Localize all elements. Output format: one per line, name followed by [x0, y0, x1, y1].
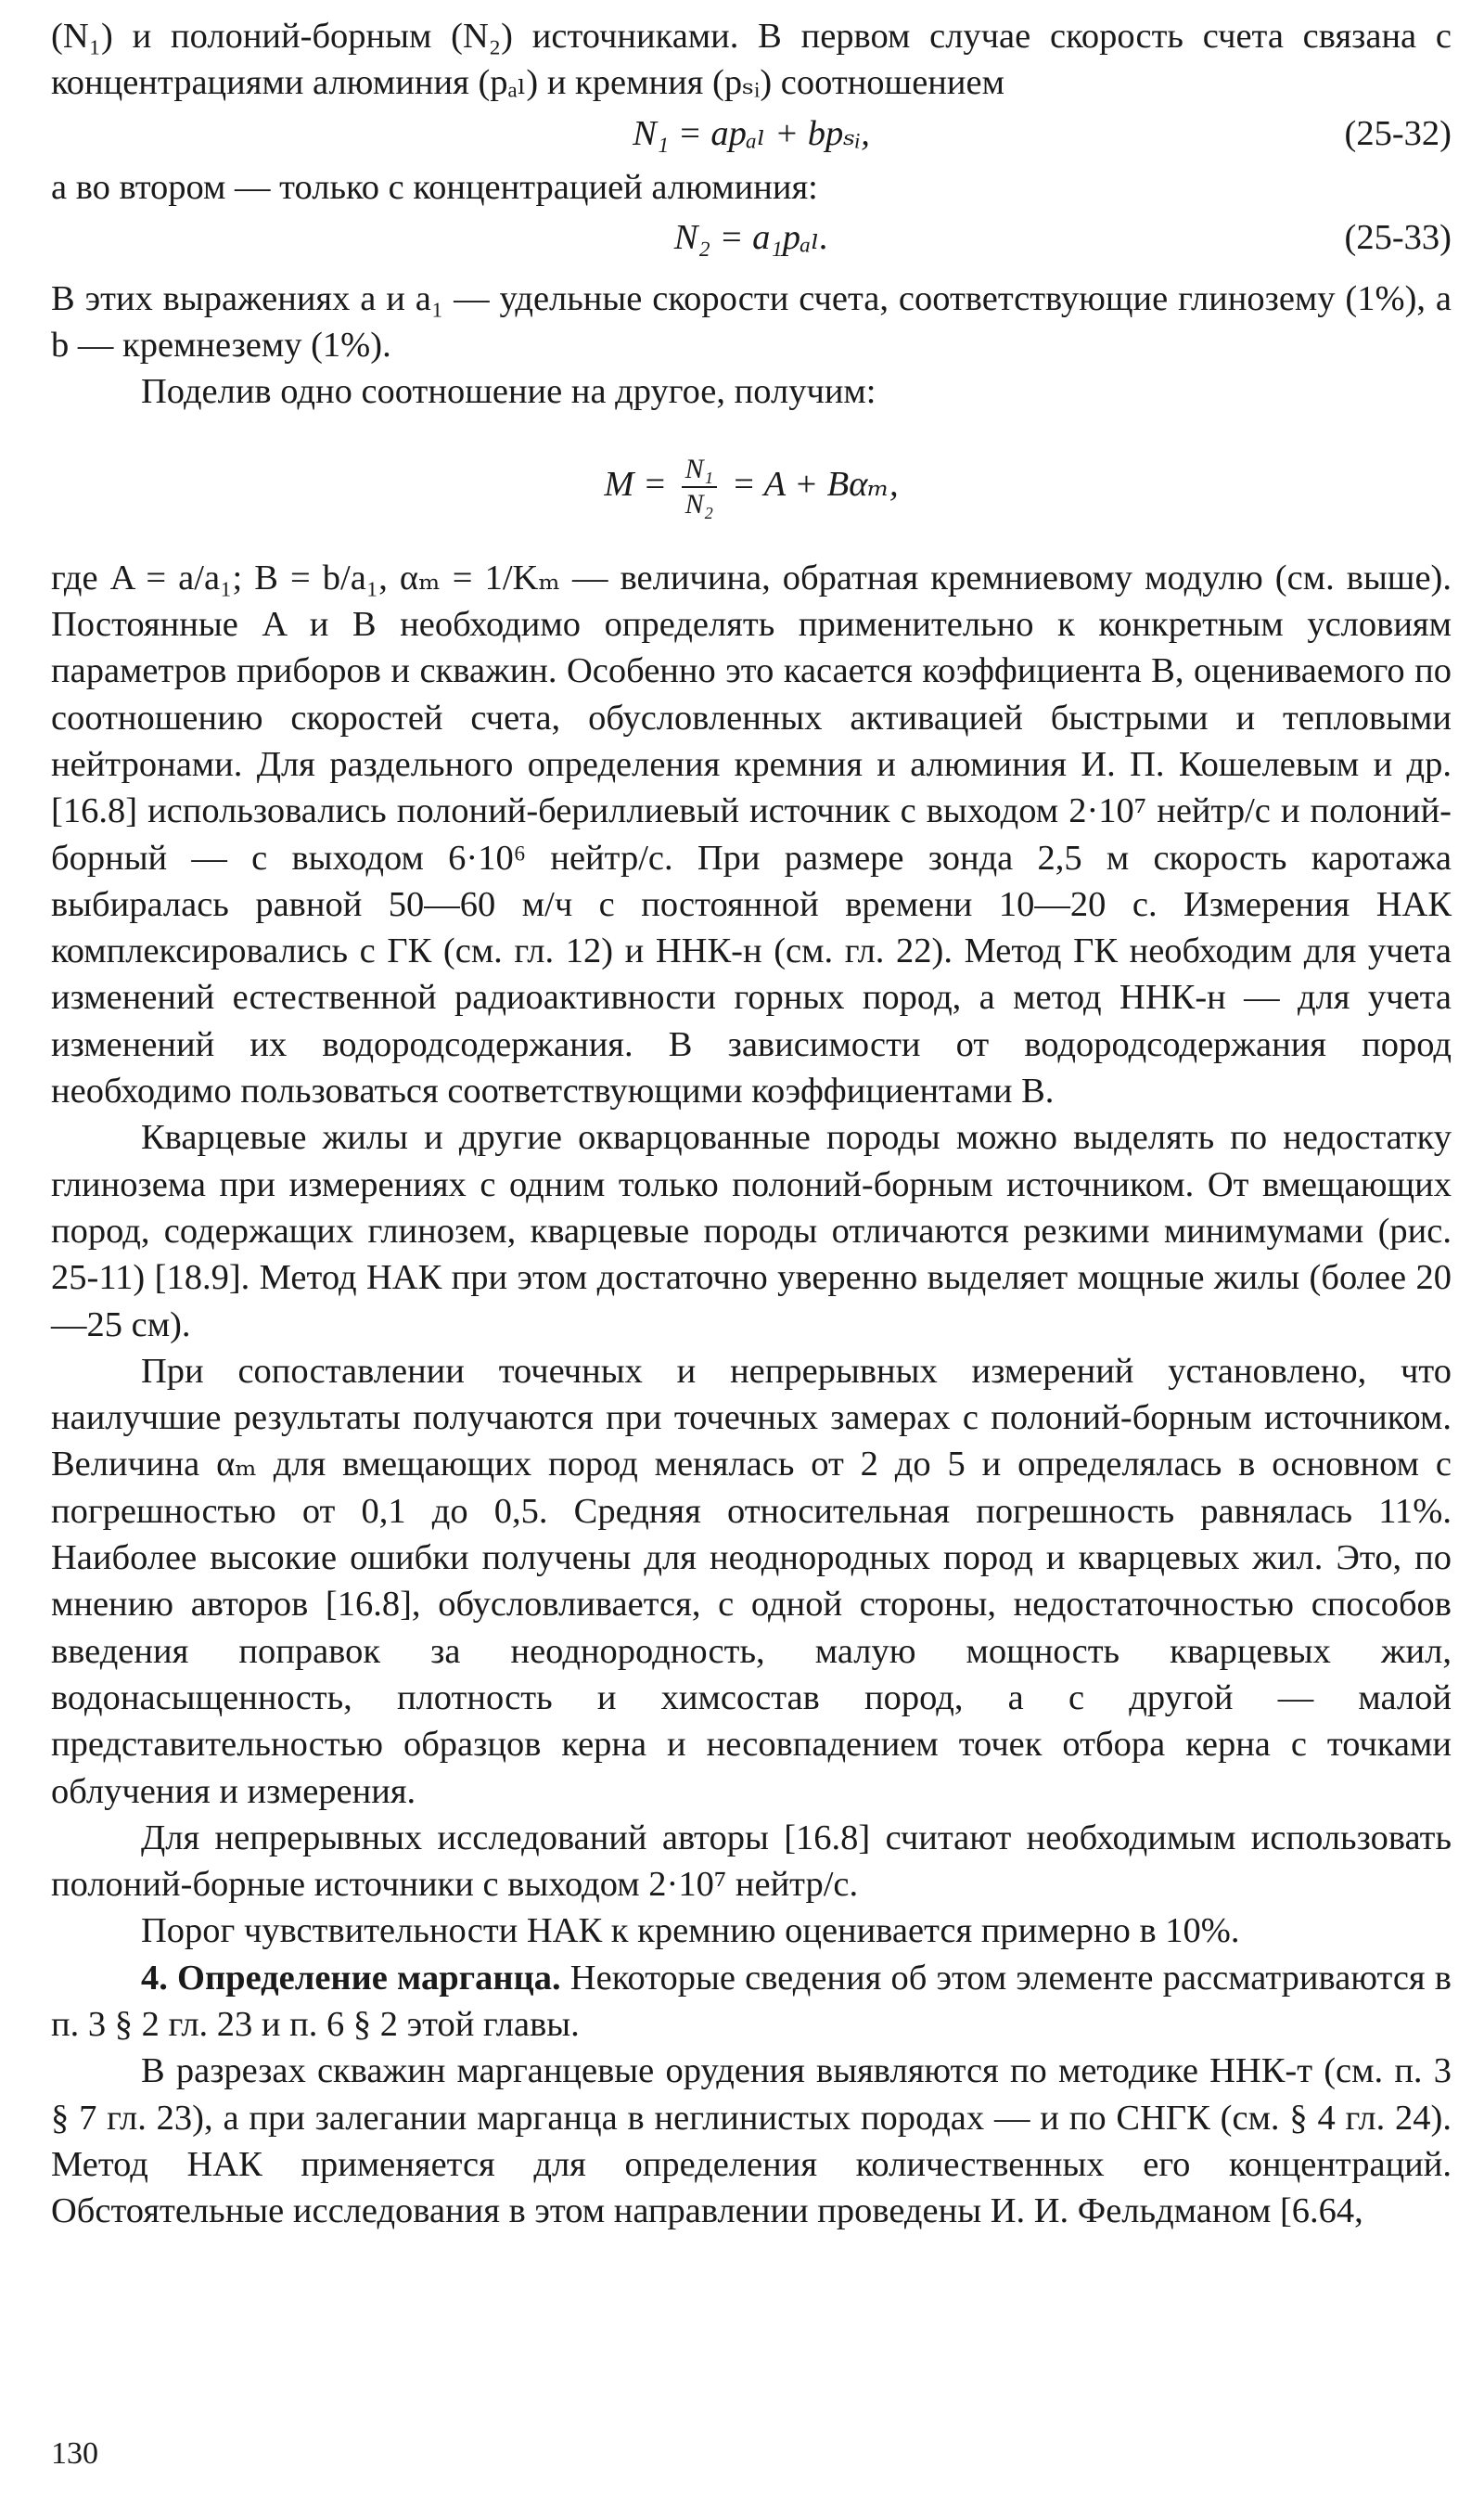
page-body [51, 13, 1452, 2234]
equation-25-33 [51, 214, 1452, 264]
paragraph-10 [51, 1955, 1452, 2049]
paragraph-6: Кварцевые жилы и другие окварцованные породы можно выделять по недостатку глинозема при измерениях с одним только полоний-борным источником. От вмещающих пород, содержащих глинозем, кварцевые породы отличаются резкими минимумами (рис. 25-11) [18.9]. Метод НАК при этом достаточно уверенно выделяет мощные жилы (более 20—25 см). [51, 1118, 1452, 1344]
equation-ratio [51, 423, 1452, 538]
paragraph-11: В разрезах скважин марганцевые орудения выявляются по методике ННК-т (см. п. 3 § 7 гл. 23), а при залегании марганца в неглинистых породах — и по СНГК (см. § 4 гл. 24). Метод НАК применяется для определения количественных его концентраций. Обстоятельные исследования в этом направлении проведены И. И. Фельдманом [6.64, [51, 2051, 1452, 2231]
section-text: Некоторые сведения об этом элементе рассматриваются в п. 3 § 2 гл. 23 и п. 6 § 2 этой главы. [51, 1958, 1452, 2044]
equation-formula: N₁ = apₐₗ + bpₛᵢ, [633, 113, 870, 153]
fraction-denominator: N₂ [684, 488, 714, 520]
paragraph-2: а во втором — только с концентрацией алюминия: [51, 167, 818, 207]
section-heading: 4. Определение марганца. [141, 1958, 561, 1998]
equation-number: (25-32) [1344, 113, 1452, 153]
paragraph-8: Для непрерывных исследований авторы [16.8] считают необходимым использовать полоний-борные источники с выходом 2·10⁷ нейтр/с. [51, 1818, 1452, 1905]
paragraph-9: Порог чувствительности НАК к кремнию оценивается примерно в 10%. [141, 1911, 1240, 1951]
equation-25-32 [51, 110, 1452, 161]
fraction [682, 453, 717, 521]
equation-lhs: M = [604, 464, 668, 504]
paragraph-7: При сопоставлении точечных и непрерывных измерений установлено, что наилучшие результаты получаются при точечных замерах с полоний-борным источником. Величина αₘ для вмещающих пород менялась от 2 до 5 и определялась в основном с погрешностью от 0,1 до 0,5. Средняя относительная погрешность равнялась 11%. Наиболее высокие ошибки получены для неоднородных пород и кварцевых жил. Это, по мнению авторов [16.8], обусловливается, с одной стороны, недостаточностью способов введения поправок за неоднородность, малую мощность кварцевых жил, водонасыщенность, плотность и химсостав пород, а с другой — малой представительностью образцов керна и несовпадением точек отбора керна с точками облучения и измерения. [51, 1351, 1452, 1811]
equation-rhs: = A + Bαₘ, [731, 464, 899, 504]
paragraph-1: (N₁) и полоний-борным (N₂) источниками. В первом случае скорость счета связана с концентрациями алюминия (pₐₗ) и кремния (pₛᵢ) соотношением [51, 17, 1452, 103]
fraction-numerator: N₁ [682, 453, 717, 488]
paragraph-4: Поделив одно соотношение на другое, получим: [141, 372, 876, 412]
equation-formula: N₂ = a₁pₐₗ. [673, 217, 829, 257]
paragraph-3: В этих выражениях a и a₁ — удельные скорости счета, соответствующие глинозему (1%), а b — кремнезему (1%). [51, 278, 1452, 366]
page-number: 130 [51, 2436, 98, 2471]
paragraph-5: где A = a/a₁; B = b/a₁, αₘ = 1/Kₘ — величина, обратная кремниевому модулю (см. выше). Постоянные A и B необходимо определять применительно к конкретным условиям параметров приборов и скважин. Особенно это касается коэффициента B, оцениваемого по соотношению скоростей счета, обусловленных активацией быстрыми и тепловыми нейтронами. Для раздельного определения кремния и алюминия И. П. Кошелевым и др. [16.8] использовались полоний-бериллиевый источник с выходом 2·10⁷ нейтр/с и полоний-борный — с выходом 6·10⁶ нейтр/с. При размере зонда 2,5 м скорость каротажа выбиралась равной 50—60 м/ч с постоянной времени 10—20 с. Измерения НАК комплексировались с ГК (см. гл. 12) и ННК-н (см. гл. 22). Метод ГК необходим для учета изменений естественной радиоактивности горных пород, а метод ННК-н — для учета изменений их водородсодержания. В зависимости от водородсодержания пород необходимо пользоваться соответствующими коэффициентами B. [51, 558, 1452, 1111]
equation-number: (25-33) [1344, 217, 1452, 257]
